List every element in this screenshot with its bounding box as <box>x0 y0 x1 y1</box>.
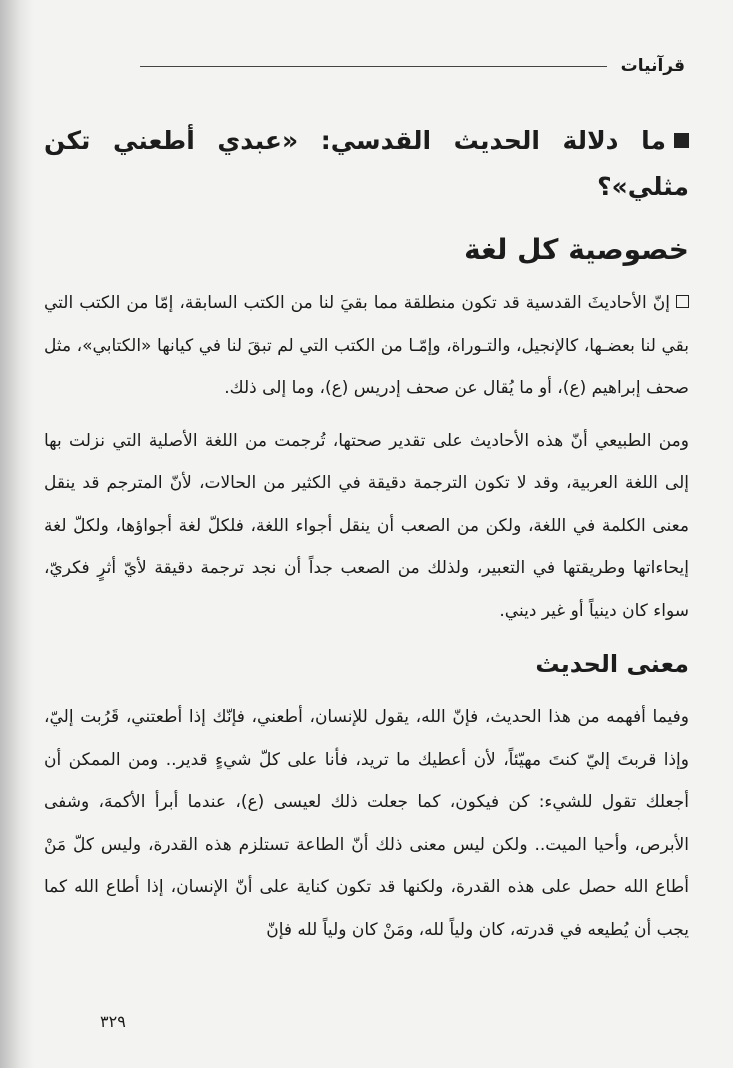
section-heading-language: خصوصية كل لغة <box>464 233 689 266</box>
page-number: ٣٢٩ <box>100 1012 126 1031</box>
square-bullet-icon <box>674 133 689 148</box>
hollow-square-bullet-icon <box>676 295 689 308</box>
paragraph-2: ومن الطبيعي أنّ هذه الأحاديث على تقدير صحتها، تُرجمت من اللغة الأصلية التي نزلت بها إلى اللغة العربية، وقد لا تكون الترجمة دقيقة في الكثير من الحالات، لأنّ المترجم قد ينقل معنى الكلمة في اللغة، ولكن من الصعب أن ينقل أجواء اللغة، فلكلّ لغة أجواؤها، ولكلّ لغة إيحاءاتها وطريقتها في التعبير، ولذلك من الصعب جداً أن نجد ترجمة دقيقة لأيّ أثرٍ فكريّ، سواء كان دينياً أو غير ديني. <box>44 430 689 621</box>
header-rule <box>140 66 607 67</box>
page-content <box>44 118 689 961</box>
binding-shadow <box>0 0 34 1068</box>
section-heading-meaning: معنى الحديث <box>535 650 689 678</box>
paragraph-3: وفيما أفهمه من هذا الحديث، فإنّ الله، يقول للإنسان، أطعني، فإنّك إذا أطعتني، قَرُبت إليّ، وإذا قربتَ إليّ كنتَ مهيّئاً، لأن أعطيك ما تريد، فأنا على كلّ شيءٍ قدير.. ومن الممكن أن أجعلك تقول للشيء: كن فيكون، كما جعلت ذلك لعيسى (ع)، عندما أبرأ الأكمهَ، وشفى الأبرص، وأحيا الميت.. ولكن ليس معنى ذلك أنّ الطاعة تستلزم هذه القدرة، وليس كلّ مَنْ أطاع الله حصل على هذه القدرة، ولكنها قد تكون كناية على أنّ الإنسان، إذا أطاع الله كما يجب أن يُطيعه في قدرته، كان ولياً لله، ومَنْ كان ولياً لله فإنّ <box>44 707 689 940</box>
running-header <box>140 56 685 76</box>
header-title: قرآنيات <box>620 56 685 76</box>
paragraph-1-text: إنّ الأحاديثَ القدسية قد تكون منطلقة مما بقيَ لنا من الكتب السابقة، إمّا من الكتب التي بقي لنا بعضـها، كالإنجيل، والتـوراة، وإمّـا من الكتب التي لم تبقَ لنا في كيانها «الكتابي»، مثل صحف إبراهيم (ع)، أو ما يُقال عن صحف إدريس (ع)، وما إلى ذلك. <box>44 293 689 398</box>
question-heading <box>44 118 689 210</box>
question-text: ما دلالة الحديث القدسي: «عبدي أطعني تكن مثلي»؟ <box>44 126 689 201</box>
paragraph-1 <box>44 282 689 410</box>
